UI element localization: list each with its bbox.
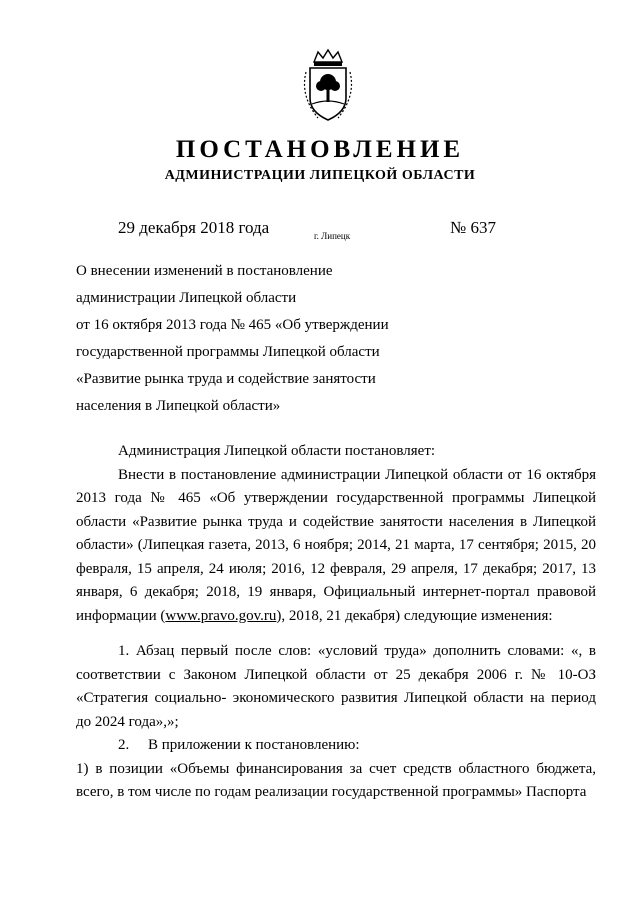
document-subject (76, 258, 389, 420)
subject-line: населения в Липецкой области» (76, 398, 281, 414)
subject-line: государственной программы Липецкой области (76, 344, 380, 360)
body-paragraph (76, 464, 596, 629)
document-issuer: АДМИНИСТРАЦИИ ЛИПЕЦКОЙ ОБЛАСТИ (164, 168, 476, 183)
body-paragraph: 1) в позиции «Объемы финансирования за счет средств областного бюджета, всего, в том числе по годам реализации государственной программы» Паспорта (76, 760, 596, 800)
subject-line: О внесении изменений в постановление (76, 263, 333, 279)
subject-line: администрации Липецкой области (76, 290, 297, 306)
body-text-segment: ), 2018, 21 декабря) следующие изменения: (276, 607, 553, 624)
subject-line: от 16 октября 2013 года № 465 «Об утверждении (76, 317, 389, 333)
body-paragraph: 1. Абзац первый после слов: «условий труда» дополнить словами: «, в соответствии с Законом Липецкой области от 25 декабря 2006 г. № 10-ОЗ «Стратегия социально- экономического развития Липецкой области на период до 2024 года»,»; (76, 643, 596, 730)
document-title: ПОСТАНОВЛЕНИЕ (175, 136, 465, 163)
body-text-segment: Внести в постановление администрации Липецкой области от 16 октября 2013 года № 465 «Об утверждении государственной программы Липецкой области «Развитие рынка труда и содействие занятости населения в Липецкой области» (Липецкая газета, 2013, 6 ноября; 2014, 21 марта, 17 сентября; 2015, 20 февраля, 15 апреля, 24 июля; 2016, 12 февраля, 29 апреля, 17 декабря; 2017, 13 января, 6 декабря; 2018, 19 января, Официальный интернет-портал правовой информации ( (76, 466, 596, 624)
document-number: № 637 (450, 218, 496, 237)
document-body (76, 440, 596, 805)
body-paragraph: Администрация Липецкой области постановляет: (118, 443, 436, 459)
subject-line: «Развитие рынка труда и содействие занятости (76, 371, 376, 387)
document-date: 29 декабря 2018 года (118, 218, 270, 237)
coat-of-arms-icon (298, 48, 358, 124)
document-city: г. Липецк (314, 231, 351, 241)
body-paragraph: 2. В приложении к постановлению: (118, 737, 360, 753)
pravo-link[interactable]: www.pravo.gov.ru (165, 607, 277, 624)
